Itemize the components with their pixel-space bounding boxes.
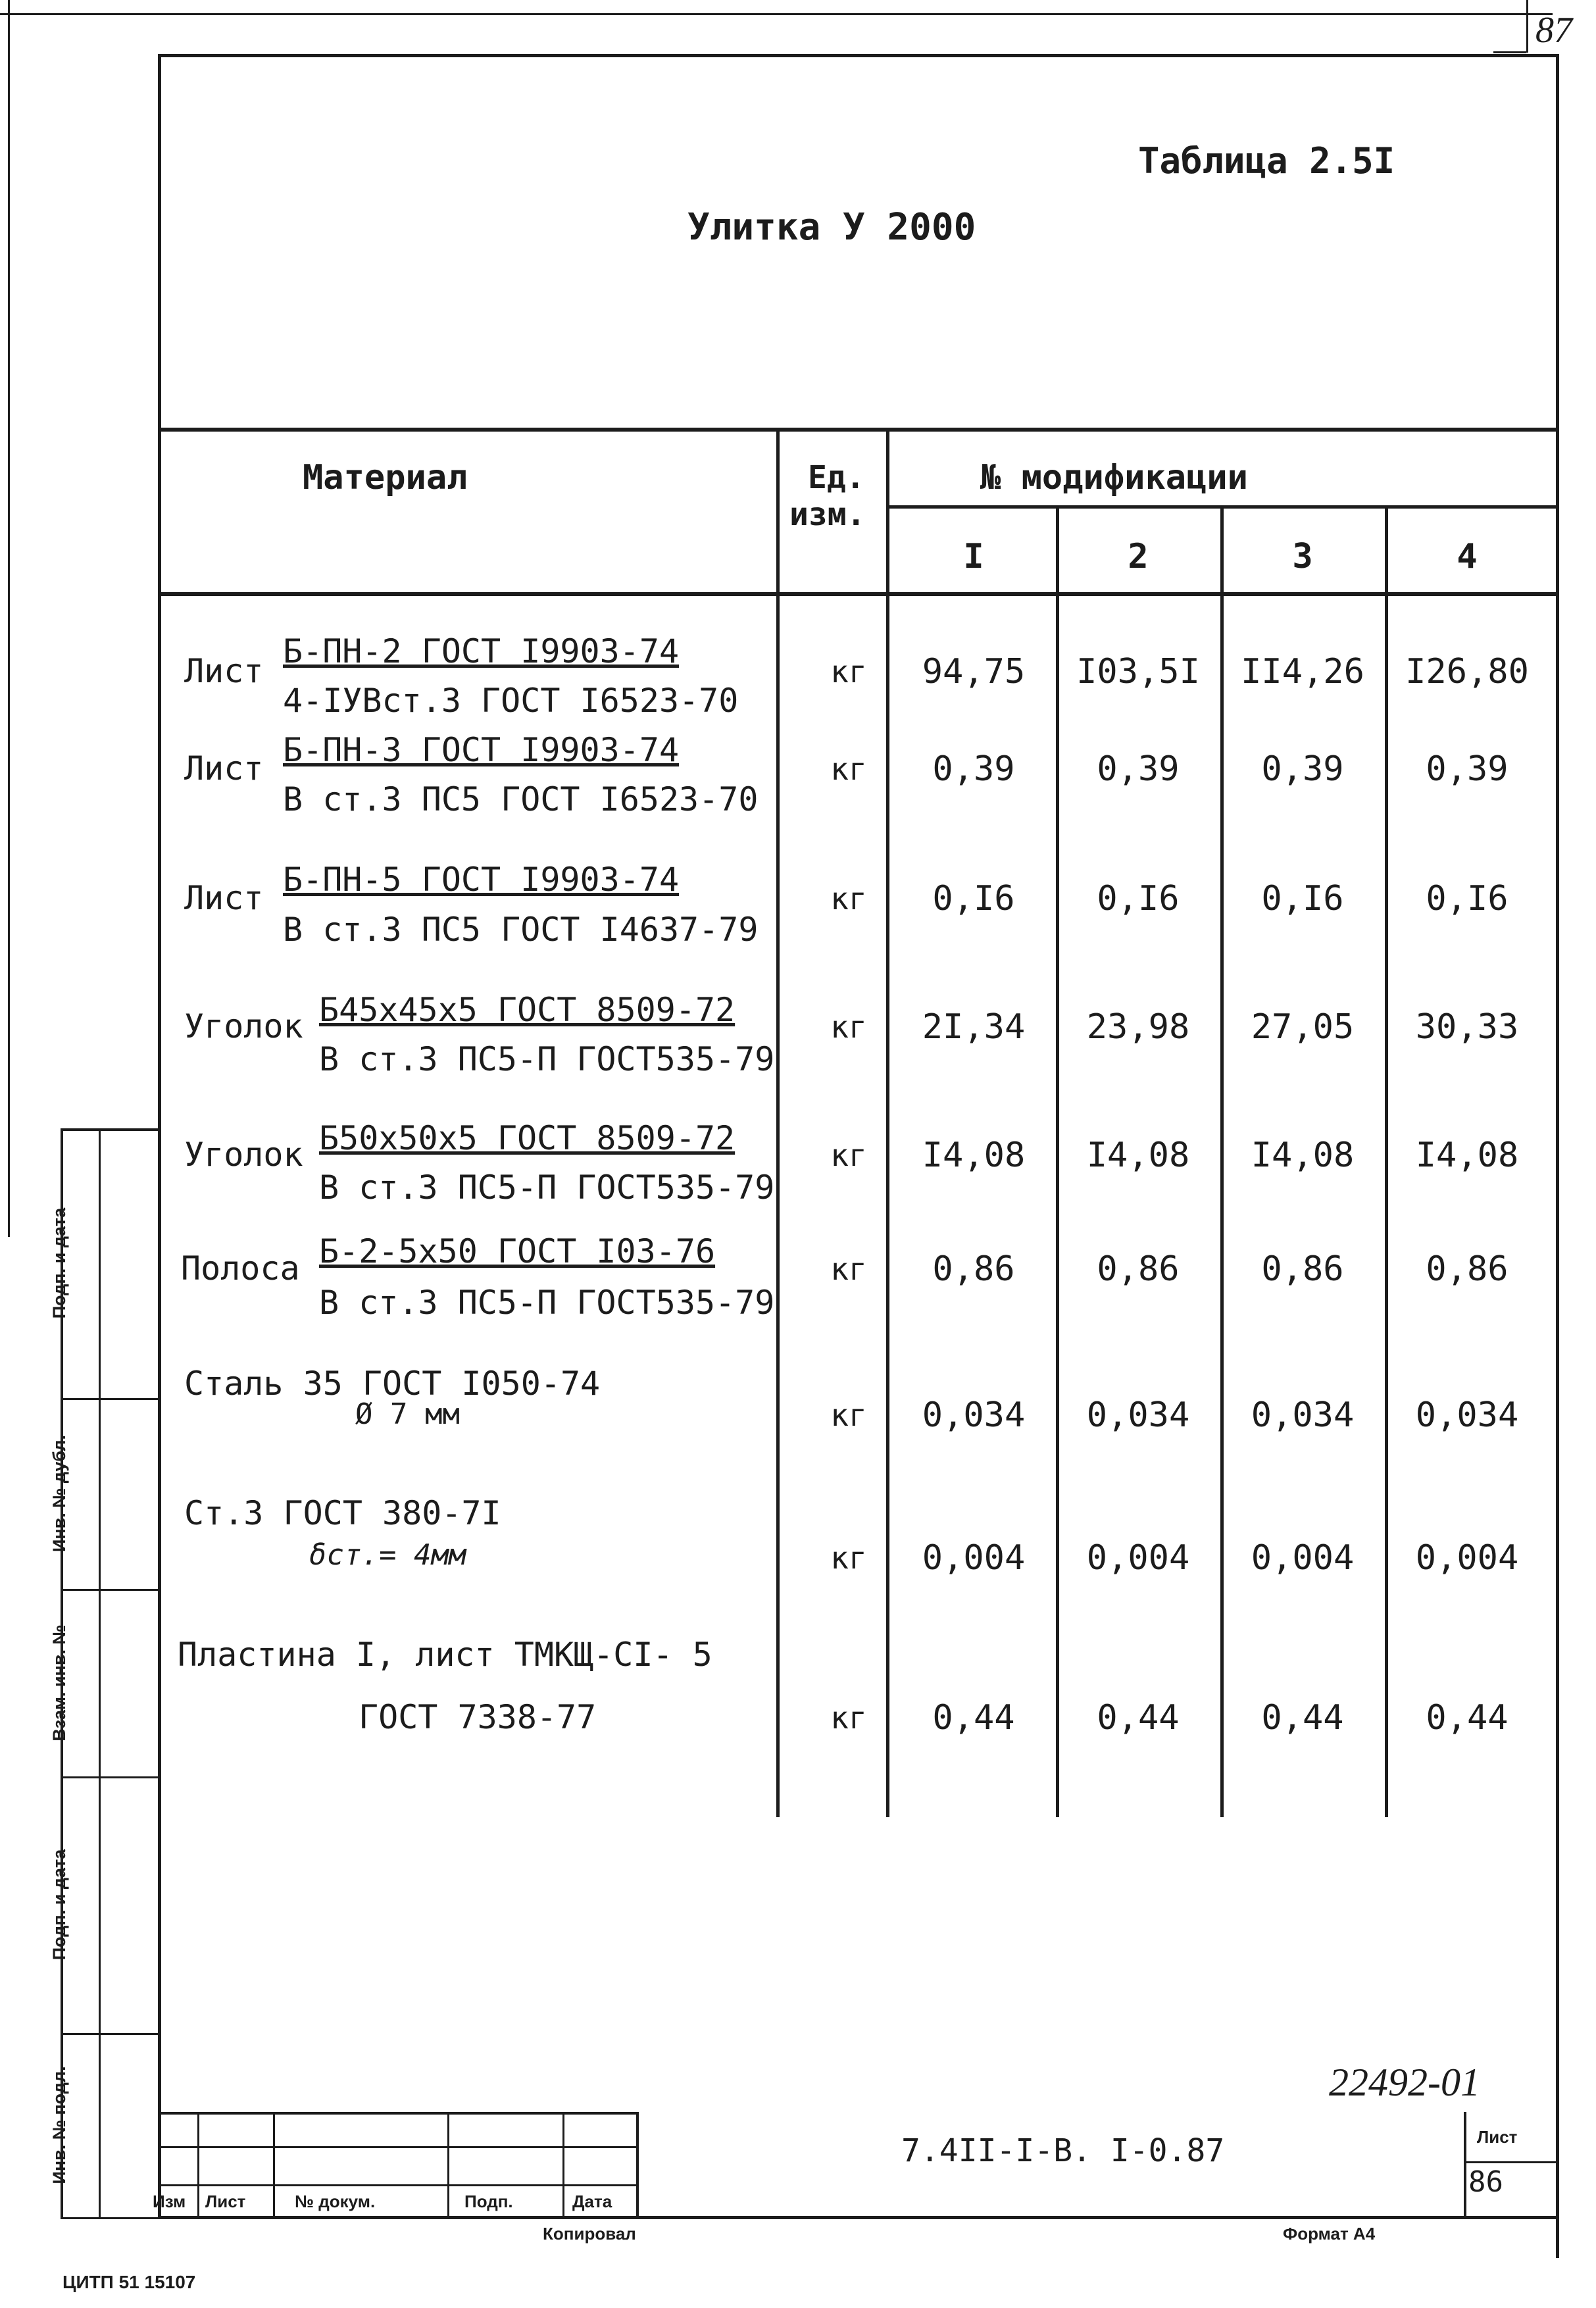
row-standard-bottom: В ст.3 ПС5 ГОСТ I4637-79	[283, 911, 759, 949]
row-unit: кг	[830, 1540, 867, 1576]
row-prefix: Лист	[184, 879, 264, 917]
stamp-col-sign: Подп.	[464, 2192, 513, 2211]
row-value-4: 0,44	[1426, 1698, 1509, 1738]
row-material-line1: Пластина I, лист ТМКЩ-СI- 5	[178, 1636, 712, 1674]
row-value-4: 0,39	[1426, 749, 1509, 789]
header-unit-line2: изм.	[789, 496, 866, 533]
row-standard-top: Б-2-5х50 ГОСТ I03-76	[319, 1232, 716, 1270]
stamp-col-sheet: Лист	[205, 2192, 246, 2211]
row-unit: кг	[830, 751, 867, 787]
row-standard-bottom: В ст.3 ПС5-П ГОСТ535-79	[319, 1168, 775, 1207]
side-label-sign-date-1: Подп. и дата	[49, 1207, 69, 1319]
row-prefix: Уголок	[184, 1007, 303, 1045]
row-value-3: I4,08	[1251, 1136, 1355, 1175]
row-value-4: I26,80	[1405, 652, 1529, 691]
header-mod-2: 2	[1128, 537, 1149, 576]
row-material-line1: Ст.3 ГОСТ 380-7I	[184, 1494, 501, 1532]
row-value-2: I4,08	[1086, 1136, 1190, 1175]
row-value-2: 0,39	[1097, 749, 1180, 789]
copied-by-label: Копировал	[543, 2224, 636, 2244]
row-value-4: 0,034	[1415, 1395, 1519, 1435]
row-value-3: II4,26	[1241, 652, 1364, 691]
row-standard-bottom: В ст.3 ПС5-П ГОСТ535-79	[319, 1040, 775, 1078]
row-material-line2: δст.= 4мм	[309, 1538, 466, 1572]
row-value-3: 0,39	[1261, 749, 1344, 789]
stamp-col-change: Изм	[153, 2192, 186, 2211]
row-value-1: 0,I6	[932, 879, 1015, 918]
row-standard-top: Б-ПН-2 ГОСТ I9903-74	[283, 632, 680, 670]
table-label: Таблица 2.5I	[1138, 140, 1395, 182]
header-mod-4: 4	[1457, 537, 1478, 576]
row-value-3: 0,I6	[1261, 879, 1344, 918]
row-value-3: 0,44	[1261, 1698, 1344, 1738]
printer-mark: ЦИТП 51 15107	[62, 2272, 196, 2292]
row-value-2: 0,004	[1086, 1538, 1190, 1578]
row-material-line2: Ø 7 мм	[355, 1397, 460, 1431]
row-material-line2: ГОСТ 7338-77	[359, 1698, 597, 1736]
row-value-3: 0,004	[1251, 1538, 1355, 1578]
row-value-4: 0,86	[1426, 1249, 1509, 1289]
side-label-dup-inv: Инв. № дубл.	[49, 1434, 69, 1553]
row-value-3: 27,05	[1251, 1007, 1355, 1047]
sheet-label: Лист	[1477, 2127, 1518, 2147]
row-value-3: 0,86	[1261, 1249, 1344, 1289]
row-value-2: I03,5I	[1076, 652, 1200, 691]
row-standard-bottom: 4-IУВст.3 ГОСТ I6523-70	[283, 682, 739, 720]
row-value-4: 0,004	[1415, 1538, 1519, 1578]
row-unit: кг	[830, 1138, 867, 1173]
row-value-2: 0,I6	[1097, 879, 1180, 918]
inventory-number: 22492-01	[1329, 2061, 1480, 2104]
row-value-2: 23,98	[1086, 1007, 1190, 1047]
row-value-2: 0,86	[1097, 1249, 1180, 1289]
row-unit: кг	[830, 1009, 867, 1045]
header-unit-line1: Ед.	[808, 459, 865, 496]
row-unit: кг	[830, 1251, 867, 1287]
row-prefix: Уголок	[184, 1136, 303, 1174]
row-value-2: 0,44	[1097, 1698, 1180, 1738]
row-prefix: Лист	[184, 749, 264, 788]
scan-left-edge	[8, 0, 10, 1237]
scan-top-edge	[0, 13, 1553, 15]
frame-right	[1556, 54, 1559, 2258]
row-prefix: Полоса	[181, 1249, 300, 1288]
header-mod-3: 3	[1292, 537, 1313, 576]
format-label: Формат А4	[1283, 2224, 1376, 2244]
header-modification: № модификации	[980, 458, 1248, 497]
row-material-line1: Сталь 35 ГОСТ I050-74	[184, 1365, 601, 1403]
row-standard-top: Б-ПН-5 ГОСТ I9903-74	[283, 861, 680, 899]
side-label-original-inv: Инв. № подл.	[49, 2066, 69, 2184]
row-standard-top: Б45х45х5 ГОСТ 8509-72	[319, 991, 736, 1029]
sheet-number: 86	[1468, 2165, 1503, 2199]
row-value-1: 0,39	[932, 749, 1015, 789]
row-unit: кг	[830, 1397, 867, 1433]
stamp-col-doc: № докум.	[295, 2192, 376, 2211]
page-number: 87	[1535, 10, 1572, 51]
page-title: Улитка У 2000	[687, 206, 976, 249]
frame-top	[158, 54, 1559, 57]
document-code: 7.4II-I-В. I-0.87	[901, 2132, 1225, 2169]
row-value-1: 0,44	[932, 1698, 1015, 1738]
frame-left	[158, 54, 161, 2219]
row-value-4: 0,I6	[1426, 879, 1509, 918]
side-label-sign-date-2: Подп. и дата	[49, 1849, 69, 1961]
row-value-4: 30,33	[1415, 1007, 1519, 1047]
row-value-1: 0,004	[922, 1538, 1026, 1578]
row-standard-top: Б50х50х5 ГОСТ 8509-72	[319, 1119, 736, 1157]
row-standard-top: Б-ПН-3 ГОСТ I9903-74	[283, 731, 680, 769]
row-standard-bottom: В ст.3 ПС5 ГОСТ I6523-70	[283, 780, 759, 818]
header-material: Материал	[303, 458, 468, 497]
row-value-4: I4,08	[1415, 1136, 1519, 1175]
row-value-1: 0,034	[922, 1395, 1026, 1435]
side-label-replace-inv: Взам. инв. №	[49, 1624, 69, 1742]
row-value-1: 94,75	[922, 652, 1026, 691]
row-value-2: 0,034	[1086, 1395, 1190, 1435]
row-unit: кг	[830, 654, 867, 690]
row-value-1: 0,86	[932, 1249, 1015, 1289]
row-unit: кг	[830, 881, 867, 916]
row-value-1: I4,08	[922, 1136, 1026, 1175]
header-mod-1: I	[963, 537, 984, 576]
row-standard-bottom: В ст.3 ПС5-П ГОСТ535-79	[319, 1284, 775, 1322]
row-value-3: 0,034	[1251, 1395, 1355, 1435]
row-unit: кг	[830, 1700, 867, 1736]
row-prefix: Лист	[184, 652, 264, 690]
stamp-col-date: Дата	[572, 2192, 612, 2211]
row-value-1: 2I,34	[922, 1007, 1026, 1047]
